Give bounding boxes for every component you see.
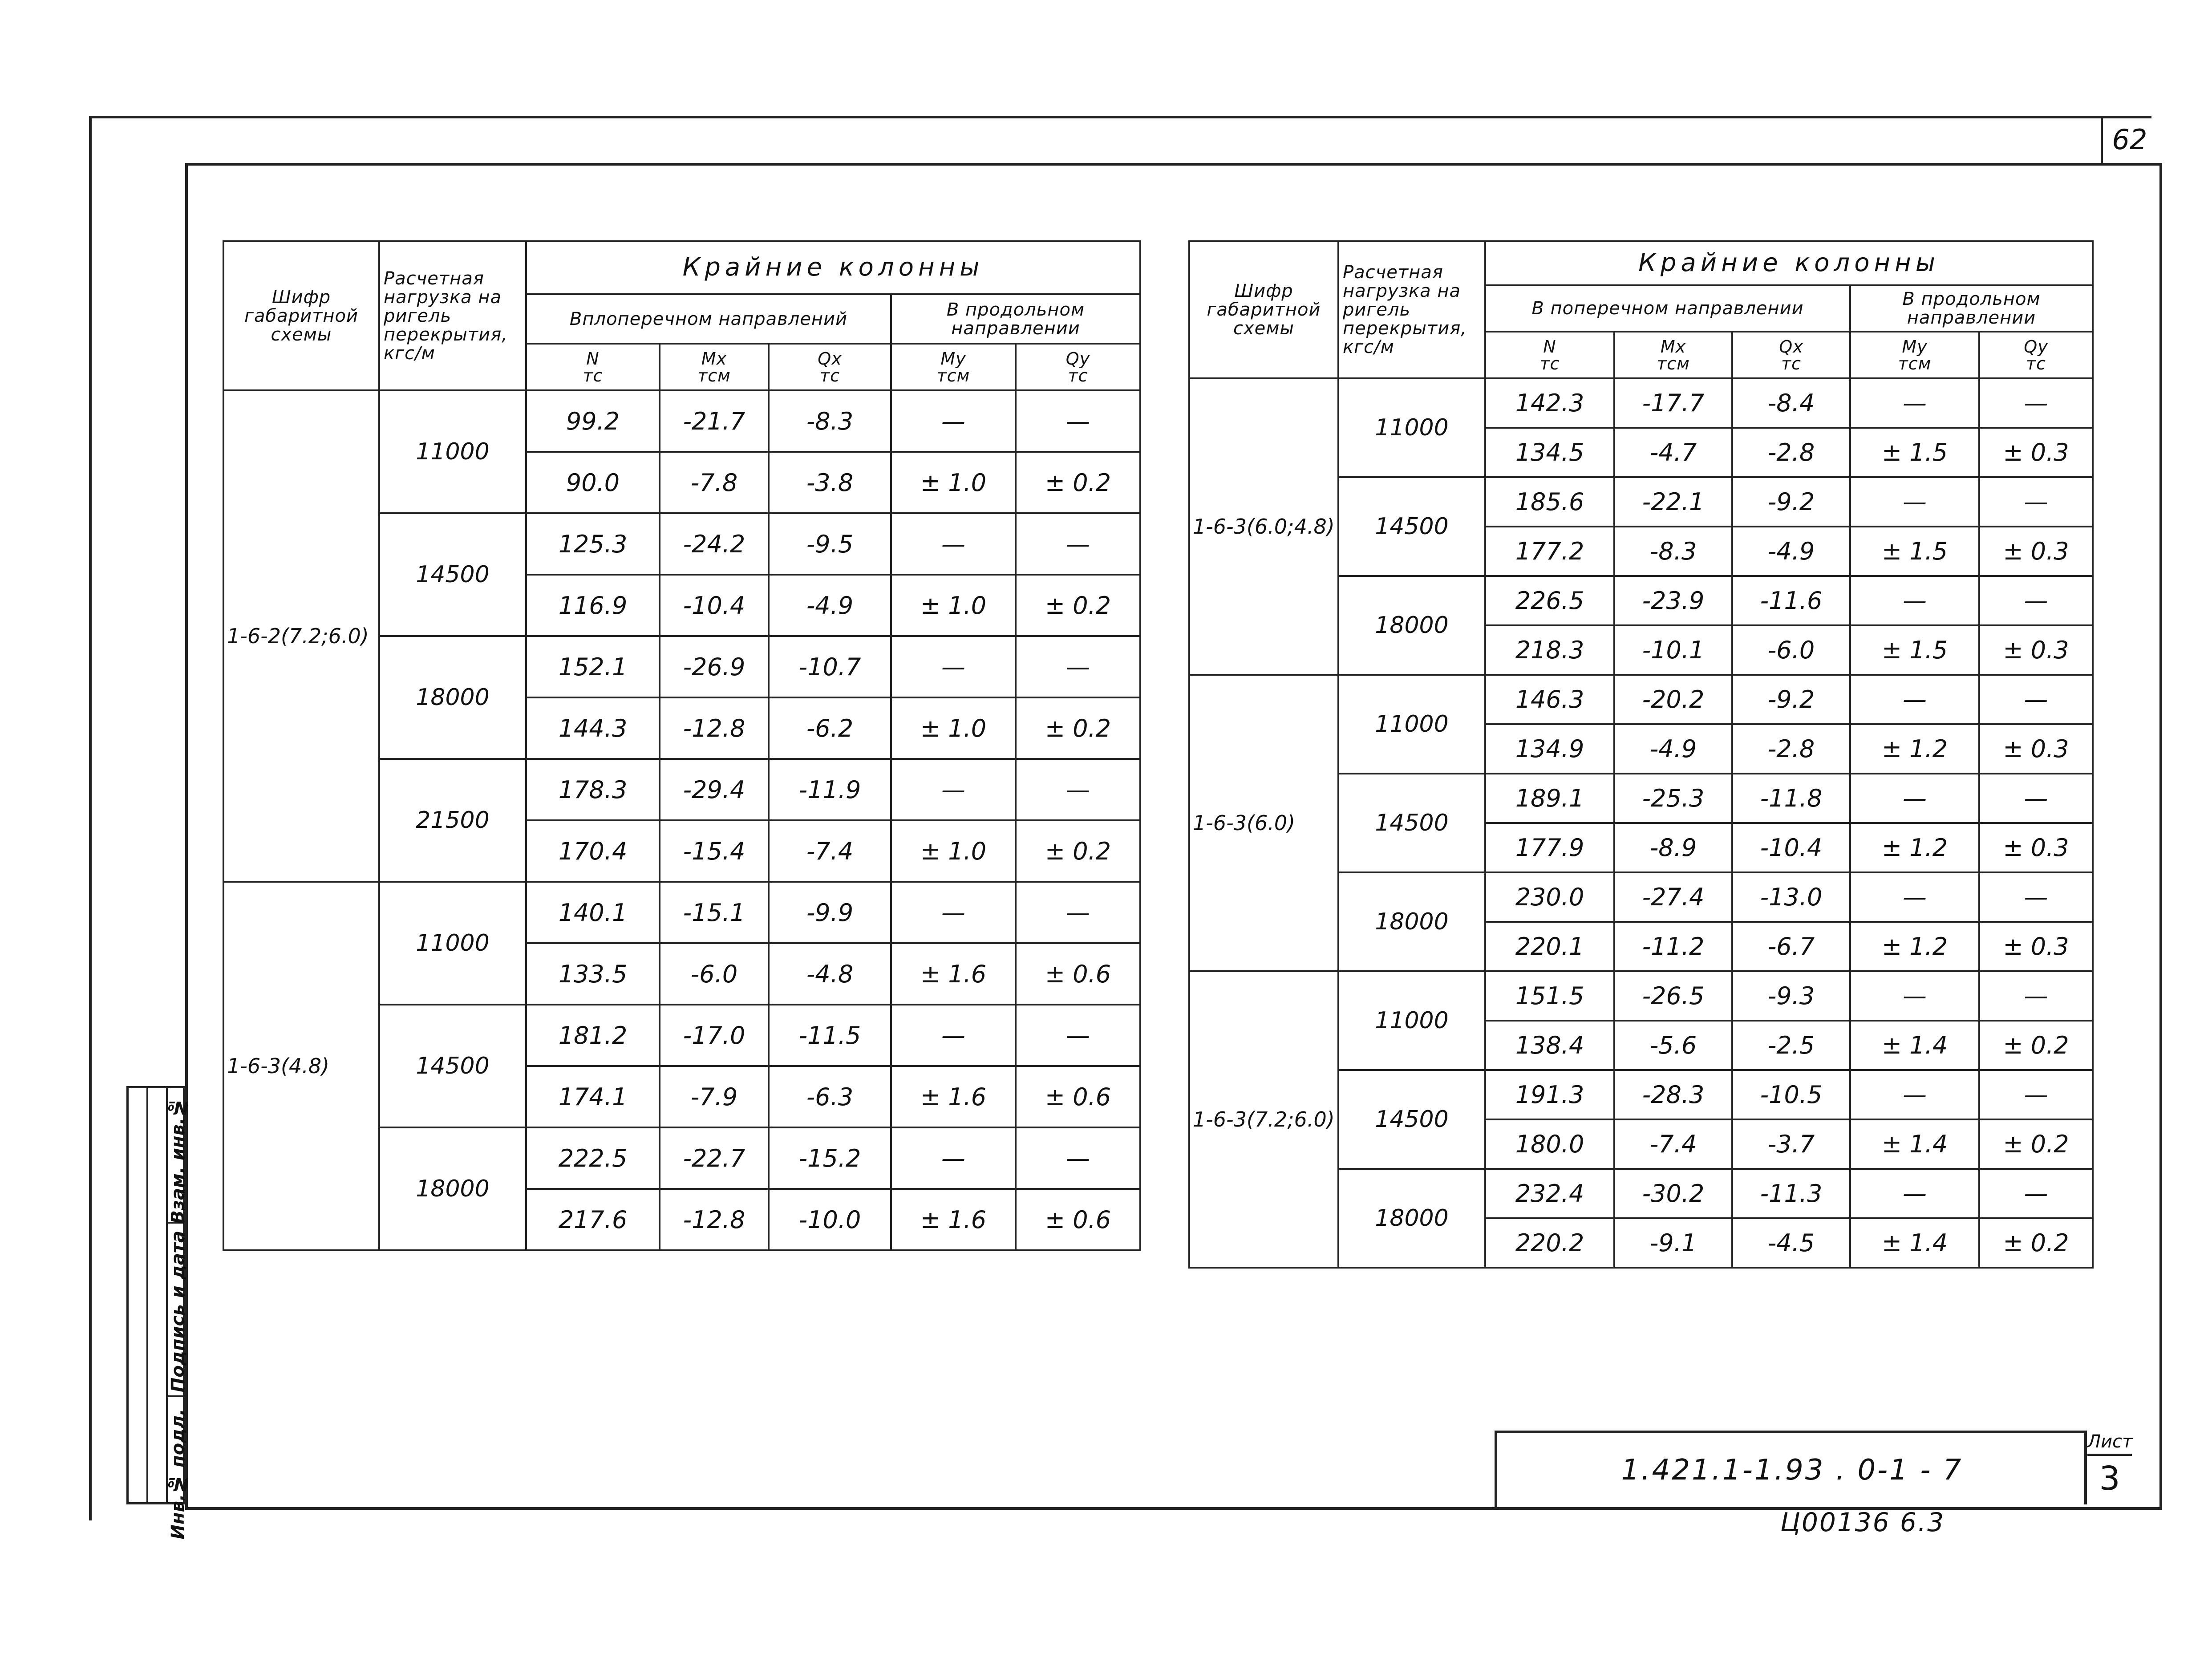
longitudinal-header: В продольном направлении bbox=[891, 294, 1140, 344]
mx-header bbox=[660, 344, 769, 390]
qy-value: — bbox=[1979, 576, 2093, 625]
mx-unit: тсм bbox=[1657, 353, 1690, 373]
qy-value: — bbox=[1016, 1127, 1140, 1189]
scheme-header: Шифр габаритной схемы bbox=[223, 241, 379, 390]
qy-value: ± 0.3 bbox=[1979, 922, 2093, 971]
n-value: 90.0 bbox=[526, 452, 660, 513]
mx-value: -24.2 bbox=[660, 513, 769, 575]
mx-value: -20.2 bbox=[1614, 675, 1732, 724]
my-value: ± 1.2 bbox=[1850, 823, 1979, 872]
page-number: 62 bbox=[2101, 116, 2156, 163]
mx-value: -15.1 bbox=[660, 882, 769, 943]
mx-unit: тсм bbox=[697, 365, 731, 385]
load-cell: 18000 bbox=[1338, 872, 1485, 971]
mx-value: -8.3 bbox=[1614, 527, 1732, 576]
qy-value: — bbox=[1979, 1070, 2093, 1119]
n-value: 125.3 bbox=[526, 513, 660, 575]
scheme-cell: 1-6-3(4.8) bbox=[223, 882, 379, 1250]
qx-symbol: Qx bbox=[818, 349, 842, 369]
transverse-header: Вплоперечном направлений bbox=[526, 294, 891, 344]
archive-code: Ц00136 6.3 bbox=[1780, 1507, 1945, 1537]
qy-value: — bbox=[1979, 378, 2093, 428]
load-cell: 14500 bbox=[379, 1005, 526, 1127]
mx-value: -7.9 bbox=[660, 1066, 769, 1127]
qy-value: ± 0.2 bbox=[1016, 820, 1140, 882]
n-symbol: N bbox=[1543, 336, 1556, 357]
mx-value: -23.9 bbox=[1614, 576, 1732, 625]
my-value: ± 1.5 bbox=[1850, 625, 1979, 675]
qy-value: ± 0.2 bbox=[1979, 1119, 2093, 1169]
mx-value: -15.4 bbox=[660, 820, 769, 882]
mx-value: -29.4 bbox=[660, 759, 769, 820]
qy-value: ± 0.6 bbox=[1016, 943, 1140, 1005]
my-value: ± 1.5 bbox=[1850, 428, 1979, 477]
qy-value: ± 0.3 bbox=[1979, 625, 2093, 675]
longitudinal-header: В продольном направлении bbox=[1850, 285, 2093, 332]
n-value: 116.9 bbox=[526, 575, 660, 636]
mx-value: -10.1 bbox=[1614, 625, 1732, 675]
qy-value: ± 0.3 bbox=[1979, 428, 2093, 477]
table-row bbox=[1189, 378, 2093, 428]
n-value: 220.2 bbox=[1485, 1218, 1614, 1268]
qx-value: -10.5 bbox=[1732, 1070, 1850, 1119]
n-value: 170.4 bbox=[526, 820, 660, 882]
load-cell: 11000 bbox=[1338, 675, 1485, 774]
n-value: 152.1 bbox=[526, 636, 660, 697]
qy-value: ± 0.6 bbox=[1016, 1066, 1140, 1127]
n-value: 226.5 bbox=[1485, 576, 1614, 625]
sheet-number: 3 bbox=[2099, 1459, 2120, 1498]
qx-value: -10.0 bbox=[769, 1189, 891, 1250]
n-value: 133.5 bbox=[526, 943, 660, 1005]
n-value: 185.6 bbox=[1485, 477, 1614, 527]
load-cell: 21500 bbox=[379, 759, 526, 882]
mx-value: -22.1 bbox=[1614, 477, 1732, 527]
n-value: 177.2 bbox=[1485, 527, 1614, 576]
qx-value: -10.7 bbox=[769, 636, 891, 697]
my-value: — bbox=[1850, 971, 1979, 1021]
mx-value: -30.2 bbox=[1614, 1169, 1732, 1218]
n-value: 151.5 bbox=[1485, 971, 1614, 1021]
qy-unit: тс bbox=[2026, 353, 2046, 373]
n-header bbox=[1485, 332, 1614, 378]
group-title: Крайние колонны bbox=[526, 241, 1140, 294]
my-value: ± 1.4 bbox=[1850, 1218, 1979, 1268]
my-value: ± 1.6 bbox=[891, 943, 1016, 1005]
n-value: 142.3 bbox=[1485, 378, 1614, 428]
load-cell: 14500 bbox=[1338, 774, 1485, 872]
n-value: 181.2 bbox=[526, 1005, 660, 1066]
table-row bbox=[1189, 971, 2093, 1021]
load-cell: 11000 bbox=[1338, 971, 1485, 1070]
qx-value: -4.8 bbox=[769, 943, 891, 1005]
qx-value: -11.8 bbox=[1732, 774, 1850, 823]
qx-value: -13.0 bbox=[1732, 872, 1850, 922]
mx-value: -7.4 bbox=[1614, 1119, 1732, 1169]
mx-value: -5.6 bbox=[1614, 1021, 1732, 1070]
qy-value: ± 0.3 bbox=[1979, 724, 2093, 774]
my-symbol: My bbox=[940, 349, 966, 369]
n-symbol: N bbox=[586, 349, 600, 369]
n-value: 180.0 bbox=[1485, 1119, 1614, 1169]
mx-value: -25.3 bbox=[1614, 774, 1732, 823]
qx-value: -2.8 bbox=[1732, 724, 1850, 774]
qx-value: -9.2 bbox=[1732, 675, 1850, 724]
n-unit: тс bbox=[1539, 353, 1560, 373]
qx-header bbox=[1732, 332, 1850, 378]
load-header: Расчетная нагрузка на ригель перекрытия, кгс/м bbox=[379, 241, 526, 390]
n-value: 138.4 bbox=[1485, 1021, 1614, 1070]
my-value: ± 1.4 bbox=[1850, 1021, 1979, 1070]
side-stamp-column-2 bbox=[148, 1088, 168, 1502]
n-value: 144.3 bbox=[526, 697, 660, 759]
qy-value: — bbox=[1016, 1005, 1140, 1066]
my-symbol: My bbox=[1902, 336, 1928, 357]
my-unit: тсм bbox=[936, 365, 970, 385]
n-value: 191.3 bbox=[1485, 1070, 1614, 1119]
sheet-label: Лист bbox=[2087, 1431, 2132, 1456]
n-value: 134.9 bbox=[1485, 724, 1614, 774]
qy-unit: тс bbox=[1068, 365, 1088, 385]
qx-value: -4.9 bbox=[1732, 527, 1850, 576]
my-header bbox=[891, 344, 1016, 390]
group-title: Крайние колонны bbox=[1485, 241, 2093, 285]
my-value: ± 1.5 bbox=[1850, 527, 1979, 576]
qy-value: ± 0.3 bbox=[1979, 527, 2093, 576]
qx-value: -2.5 bbox=[1732, 1021, 1850, 1070]
load-cell: 18000 bbox=[379, 1127, 526, 1250]
mx-value: -21.7 bbox=[660, 390, 769, 452]
qx-value: -7.4 bbox=[769, 820, 891, 882]
my-value: — bbox=[891, 513, 1016, 575]
load-cell: 14500 bbox=[1338, 1070, 1485, 1169]
transverse-header: В поперечном направлении bbox=[1485, 285, 1850, 332]
qy-value: ± 0.6 bbox=[1016, 1189, 1140, 1250]
my-value: — bbox=[1850, 477, 1979, 527]
mx-value: -28.3 bbox=[1614, 1070, 1732, 1119]
qy-symbol: Qy bbox=[2024, 336, 2048, 357]
n-value: 220.1 bbox=[1485, 922, 1614, 971]
n-value: 99.2 bbox=[526, 390, 660, 452]
qy-value: — bbox=[1979, 1169, 2093, 1218]
scheme-header: Шифр габаритной схемы bbox=[1189, 241, 1338, 378]
my-value: — bbox=[1850, 378, 1979, 428]
qy-value: ± 0.2 bbox=[1016, 452, 1140, 513]
qx-value: -4.5 bbox=[1732, 1218, 1850, 1268]
my-value: — bbox=[1850, 774, 1979, 823]
mx-value: -12.8 bbox=[660, 697, 769, 759]
load-cell: 14500 bbox=[379, 513, 526, 636]
qy-value: ± 0.2 bbox=[1016, 575, 1140, 636]
replaced-inv-label: Взам. инв.№ bbox=[168, 1097, 188, 1224]
my-value: — bbox=[1850, 1169, 1979, 1218]
mx-value: -8.9 bbox=[1614, 823, 1732, 872]
mx-symbol: Mx bbox=[701, 349, 727, 369]
side-stamp bbox=[126, 1086, 188, 1540]
qx-value: -4.9 bbox=[769, 575, 891, 636]
mx-symbol: Mx bbox=[1660, 336, 1686, 357]
qx-value: -9.2 bbox=[1732, 477, 1850, 527]
my-value: — bbox=[1850, 675, 1979, 724]
qx-symbol: Qx bbox=[1779, 336, 1803, 357]
n-value: 178.3 bbox=[526, 759, 660, 820]
qx-value: -11.6 bbox=[1732, 576, 1850, 625]
qx-value: -2.8 bbox=[1732, 428, 1850, 477]
qy-value: ± 0.2 bbox=[1016, 697, 1140, 759]
qy-symbol: Qy bbox=[1065, 349, 1090, 369]
scheme-cell: 1-6-3(6.0;4.8) bbox=[1189, 378, 1338, 675]
qx-value: -9.5 bbox=[769, 513, 891, 575]
qx-value: -10.4 bbox=[1732, 823, 1850, 872]
my-header bbox=[1850, 332, 1979, 378]
load-cell: 11000 bbox=[379, 390, 526, 513]
qy-value: ± 0.2 bbox=[1979, 1218, 2093, 1268]
my-value: — bbox=[891, 1005, 1016, 1066]
qx-value: -3.7 bbox=[1732, 1119, 1850, 1169]
qx-value: -6.3 bbox=[769, 1066, 891, 1127]
n-value: 222.5 bbox=[526, 1127, 660, 1189]
qy-value: — bbox=[1016, 759, 1140, 820]
mx-value: -12.8 bbox=[660, 1189, 769, 1250]
scheme-cell: 1-6-3(6.0) bbox=[1189, 675, 1338, 971]
mx-value: -11.2 bbox=[1614, 922, 1732, 971]
my-value: ± 1.6 bbox=[891, 1066, 1016, 1127]
qy-value: — bbox=[1016, 390, 1140, 452]
qy-value: — bbox=[1979, 872, 2093, 922]
my-value: ± 1.0 bbox=[891, 697, 1016, 759]
load-cell: 18000 bbox=[379, 636, 526, 759]
my-value: ± 1.2 bbox=[1850, 724, 1979, 774]
qx-value: -3.8 bbox=[769, 452, 891, 513]
right-table bbox=[1188, 240, 2094, 1269]
left-table bbox=[223, 240, 1141, 1251]
qy-value: — bbox=[1979, 774, 2093, 823]
my-value: ± 1.0 bbox=[891, 575, 1016, 636]
my-value: ± 1.0 bbox=[891, 452, 1016, 513]
n-value: 140.1 bbox=[526, 882, 660, 943]
n-value: 230.0 bbox=[1485, 872, 1614, 922]
my-value: — bbox=[891, 759, 1016, 820]
my-value: ± 1.6 bbox=[891, 1189, 1016, 1250]
n-value: 189.1 bbox=[1485, 774, 1614, 823]
mx-value: -27.4 bbox=[1614, 872, 1732, 922]
load-cell: 11000 bbox=[1338, 378, 1485, 477]
qx-value: -15.2 bbox=[769, 1127, 891, 1189]
qy-header bbox=[1979, 332, 2093, 378]
qx-value: -11.9 bbox=[769, 759, 891, 820]
qy-value: — bbox=[1979, 477, 2093, 527]
n-value: 174.1 bbox=[526, 1066, 660, 1127]
mx-value: -4.9 bbox=[1614, 724, 1732, 774]
mx-value: -9.1 bbox=[1614, 1218, 1732, 1268]
load-cell: 14500 bbox=[1338, 477, 1485, 576]
my-value: — bbox=[891, 882, 1016, 943]
qx-value: -9.9 bbox=[769, 882, 891, 943]
mx-value: -17.0 bbox=[660, 1005, 769, 1066]
qx-unit: тс bbox=[1781, 353, 1802, 373]
load-header: Расчетная нагрузка на ригель перекрытия, кгс/м bbox=[1338, 241, 1485, 378]
mx-value: -26.9 bbox=[660, 636, 769, 697]
qy-value: ± 0.3 bbox=[1979, 823, 2093, 872]
inv-original-label: Инв.№ подл. bbox=[168, 1409, 188, 1540]
qy-value: — bbox=[1979, 971, 2093, 1021]
mx-value: -4.7 bbox=[1614, 428, 1732, 477]
mx-value: -22.7 bbox=[660, 1127, 769, 1189]
qx-value: -6.7 bbox=[1732, 922, 1850, 971]
my-value: — bbox=[1850, 576, 1979, 625]
my-unit: тсм bbox=[1898, 353, 1932, 373]
table-row bbox=[223, 390, 1140, 452]
n-value: 218.3 bbox=[1485, 625, 1614, 675]
load-cell: 11000 bbox=[379, 882, 526, 1005]
n-value: 134.5 bbox=[1485, 428, 1614, 477]
qx-unit: тс bbox=[819, 365, 840, 385]
qx-value: -8.4 bbox=[1732, 378, 1850, 428]
my-value: — bbox=[1850, 1070, 1979, 1119]
load-cell: 18000 bbox=[1338, 1169, 1485, 1268]
my-value: ± 1.2 bbox=[1850, 922, 1979, 971]
my-value: — bbox=[891, 390, 1016, 452]
qx-value: -8.3 bbox=[769, 390, 891, 452]
my-value: — bbox=[1850, 872, 1979, 922]
qy-value: — bbox=[1016, 882, 1140, 943]
scheme-cell: 1-6-2(7.2;6.0) bbox=[223, 390, 379, 882]
signature-date-label: Подпись и дата bbox=[168, 1231, 188, 1393]
n-value: 217.6 bbox=[526, 1189, 660, 1250]
my-value: ± 1.0 bbox=[891, 820, 1016, 882]
mx-value: -6.0 bbox=[660, 943, 769, 1005]
scheme-cell: 1-6-3(7.2;6.0) bbox=[1189, 971, 1338, 1268]
n-unit: тс bbox=[583, 365, 603, 385]
qy-value: — bbox=[1016, 513, 1140, 575]
side-stamp-divider-2 bbox=[168, 1395, 186, 1397]
my-value: — bbox=[891, 636, 1016, 697]
my-value: ± 1.4 bbox=[1850, 1119, 1979, 1169]
n-value: 146.3 bbox=[1485, 675, 1614, 724]
qx-value: -11.5 bbox=[769, 1005, 891, 1066]
qy-value: — bbox=[1016, 636, 1140, 697]
mx-value: -17.7 bbox=[1614, 378, 1732, 428]
mx-header bbox=[1614, 332, 1732, 378]
qx-value: -6.0 bbox=[1732, 625, 1850, 675]
mx-value: -7.8 bbox=[660, 452, 769, 513]
table-row bbox=[223, 882, 1140, 943]
qy-value: — bbox=[1979, 675, 2093, 724]
qx-value: -6.2 bbox=[769, 697, 891, 759]
title-block-designation: 1.421.1-1.93 . 0-1 - 7 bbox=[1495, 1431, 2087, 1507]
mx-value: -10.4 bbox=[660, 575, 769, 636]
qy-value: ± 0.2 bbox=[1979, 1021, 2093, 1070]
side-stamp-column-1 bbox=[129, 1088, 148, 1502]
n-header bbox=[526, 344, 660, 390]
qx-value: -11.3 bbox=[1732, 1169, 1850, 1218]
load-cell: 18000 bbox=[1338, 576, 1485, 675]
my-value: — bbox=[891, 1127, 1016, 1189]
qx-value: -9.3 bbox=[1732, 971, 1850, 1021]
table-row bbox=[1189, 675, 2093, 724]
qx-header bbox=[769, 344, 891, 390]
qy-header bbox=[1016, 344, 1140, 390]
mx-value: -26.5 bbox=[1614, 971, 1732, 1021]
n-value: 232.4 bbox=[1485, 1169, 1614, 1218]
n-value: 177.9 bbox=[1485, 823, 1614, 872]
